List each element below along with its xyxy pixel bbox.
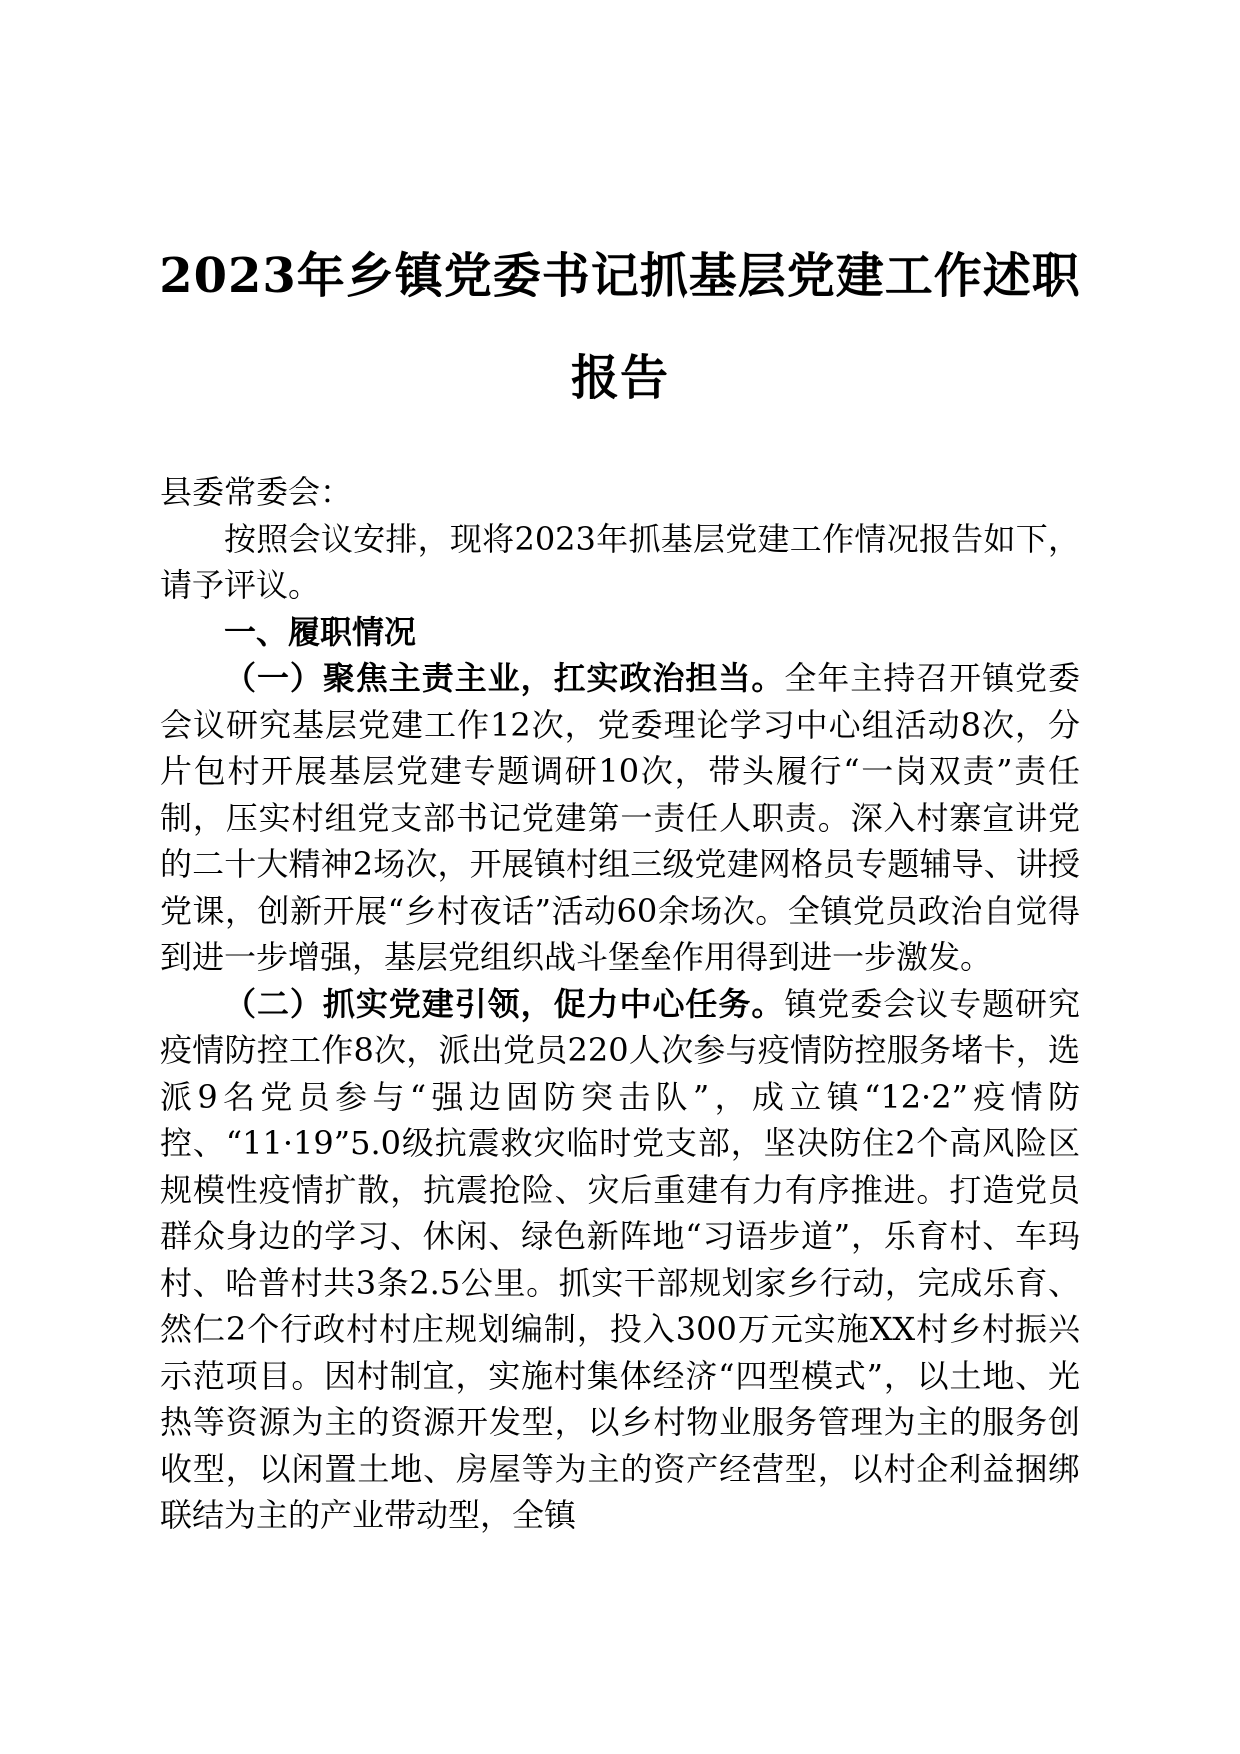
- item-paragraph-1: [160, 655, 1080, 981]
- salutation: 县委常委会：: [160, 473, 353, 511]
- item-heading-2: （二）抓实党建引领，促力中心任务。: [224, 984, 785, 1023]
- intro-paragraph: 按照会议安排，现将2023年抓基层党建工作情况报告如下，请予评议。: [160, 519, 1080, 604]
- item-text-1: 全年主持召开镇党委会议研究基层党建工作12次，党委理论学习中心组活动8次，分片包村开展基层党建专题调研10次，带头履行“一岗双责”责任制，压实村组党支部书记党建第一责任人职责。深入村寨宣讲党的二十大精神2场次，开展镇村组三级党建网格员专题辅导、讲授党课，创新开展“乡村夜话”活动60余场次。全镇党员政治自觉得到进一步增强，基层党组织战斗堡垒作用得到进一步激发。: [160, 659, 1080, 976]
- document-title: 2023年乡镇党委书记抓基层党建工作述职报告: [159, 248, 1081, 406]
- item-text-2: 镇党委会议专题研究疫情防控工作8次，派出党员220人次参与疫情防控服务堵卡，选派9名党员参与“强边固防突击队”，成立镇“12·2”疫情防控、“11·19”5.0级抗震救灾临时党支部，坚决防住2个高风险区规模性疫情扩散，抗震抢险、灾后重建有力有序推进。打造党员群众身边的学习、休闲、绿色新阵地“习语步道”，乐育村、车玛村、哈普村共3条2.5公里。抓实干部规划家乡行动，完成乐育、然仁2个行政村村庄规划编制，投入300万元实施XX村乡村振兴示范项目。因村制宜，实施村集体经济“四型模式”，以土地、光热等资源为主的资源开发型，以乡村物业服务管理为主的服务创收型，以闲置土地、房屋等为主的资产经营型，以村企利益捆绑联结为主的产业带动型，全镇: [160, 984, 1080, 1534]
- document-body: [160, 469, 1080, 1539]
- item-paragraph-2: [160, 981, 1080, 1539]
- item-heading-1: （一）聚焦主责主业，扛实政治担当。: [224, 659, 785, 697]
- section-heading-1: 一、履职情况: [224, 612, 417, 651]
